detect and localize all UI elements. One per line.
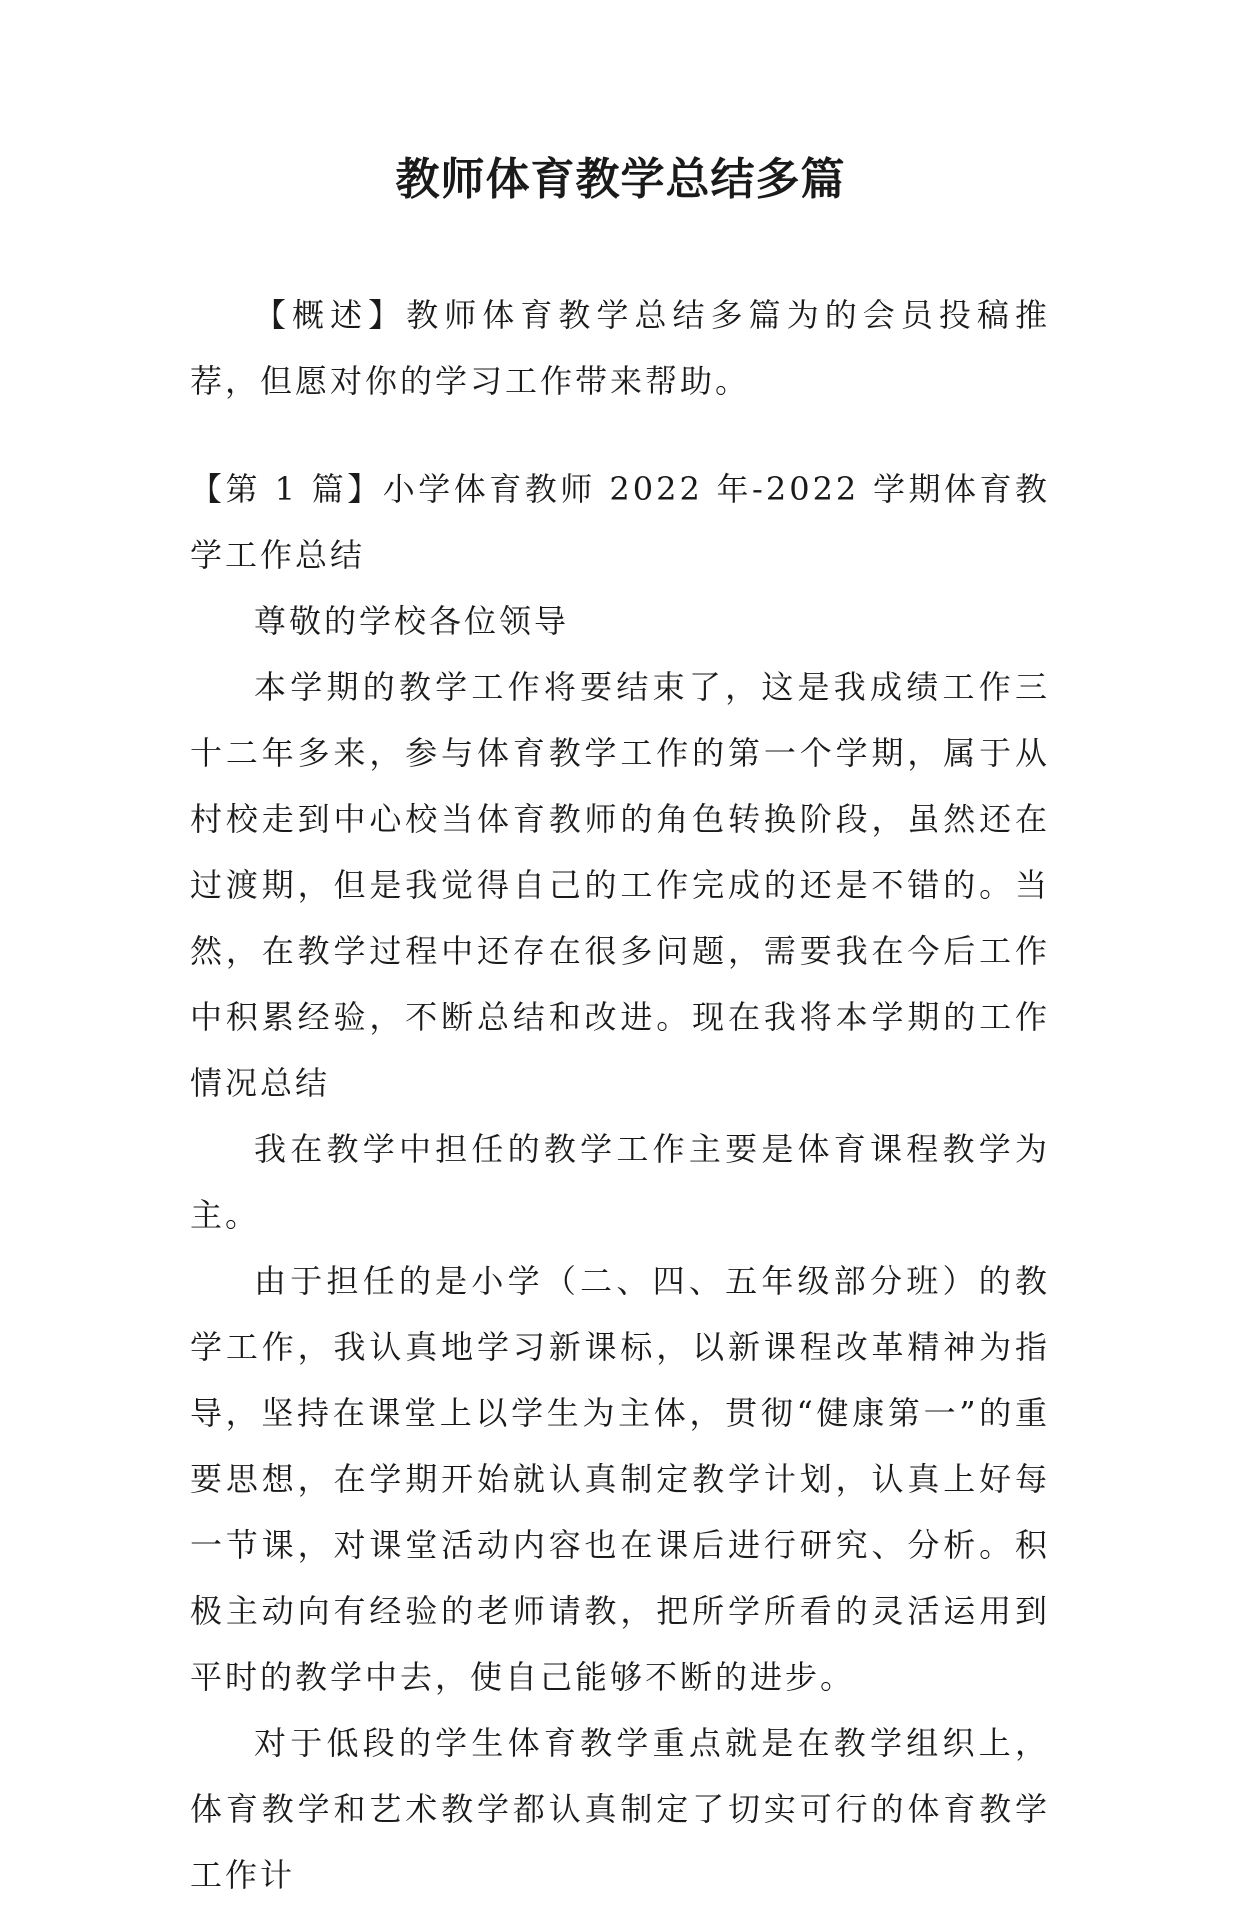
body-paragraph: 由于担任的是小学（二、四、五年级部分班）的教学工作，我认真地学习新课标，以新课程改革精神为指导，坚持在课堂上以学生为主体，贯彻“健康第一”的重要思想，在学期开始就认真制定教学计划，认真上好每一节课，对课堂活动内容也在课后进行研究、分析。积极主动向有经验的老师请教，把所学所看的灵活运用到平时的教学中去，使自己能够不断的进步。 — [190, 1262, 1050, 1696]
document-title: 教师体育教学总结多篇 — [395, 154, 846, 205]
summary-paragraph: 【概述】教师体育教学总结多篇为的会员投稿推荐，但愿对你的学习工作带来帮助。 — [190, 296, 1050, 400]
body-paragraph: 本学期的教学工作将要结束了，这是我成绩工作三十二年多来，参与体育教学工作的第一个学期，属于从村校走到中心校当体育教师的角色转换阶段，虽然还在过渡期，但是我觉得自己的工作完成的还是不错的。当然，在教学过程中还存在很多问题，需要我在今后工作中积累经验，不断总结和改进。现在我将本学期的工作情况总结 — [190, 668, 1050, 1102]
section-1 — [190, 456, 1050, 1908]
salutation-paragraph: 尊敬的学校各位领导 — [254, 602, 570, 640]
summary-block — [190, 282, 1050, 414]
section-heading: 【第 1 篇】小学体育教师 2022 年-2022 学期体育教学工作总结 — [190, 470, 1050, 574]
body-paragraph: 对于低段的学生体育教学重点就是在教学组织上，体育教学和艺术教学都认真制定了切实可行的体育教学工作计 — [190, 1724, 1050, 1894]
body-paragraph: 我在教学中担任的教学工作主要是体育课程教学为主。 — [190, 1130, 1050, 1234]
